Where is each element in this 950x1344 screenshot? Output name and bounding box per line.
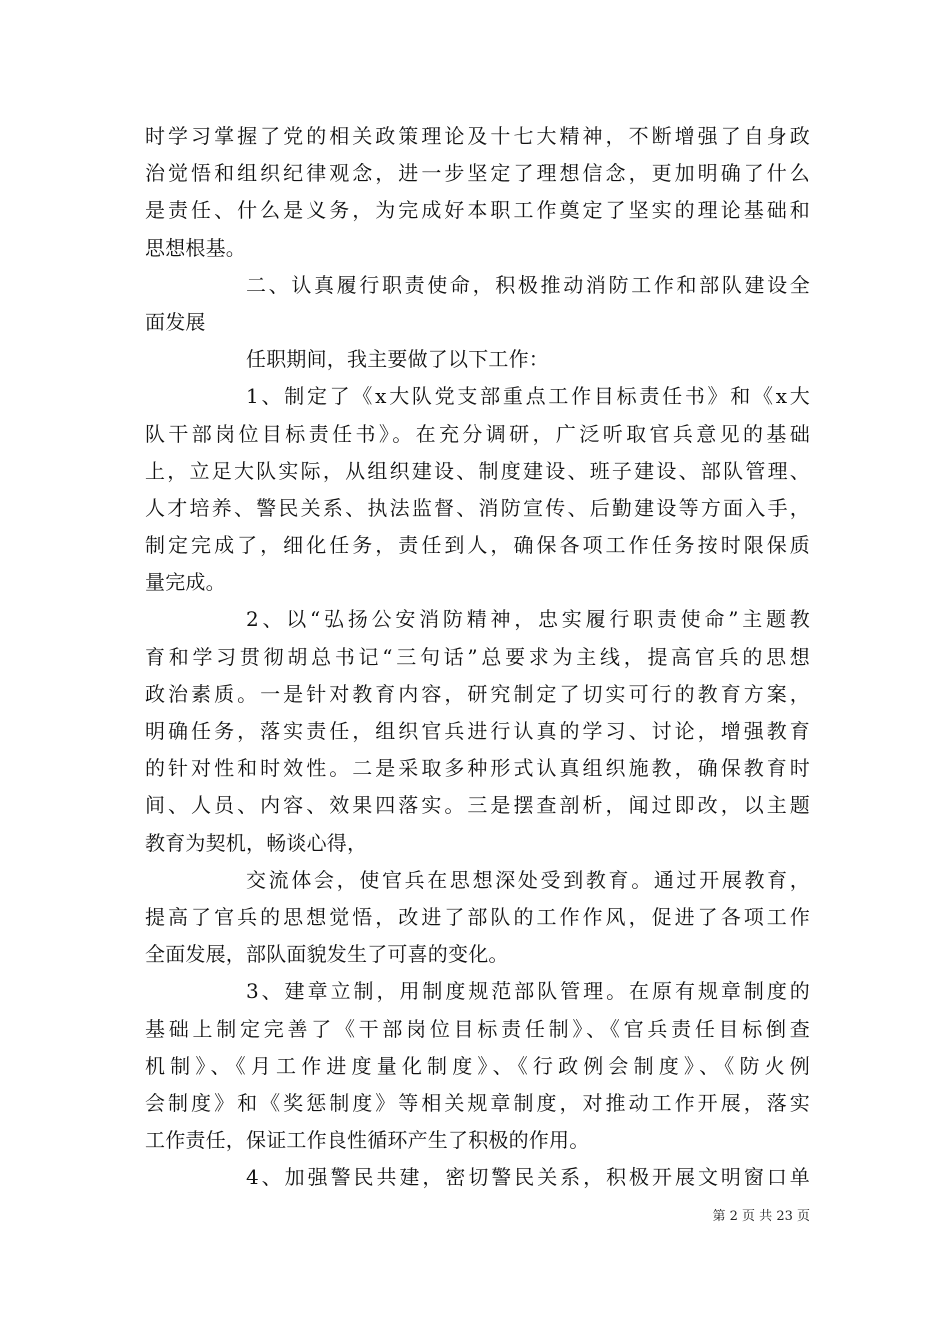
text-line: 治觉悟和组织纪律观念，进一步坚定了理想信念，更加明确了什么 [145, 161, 810, 186]
text-line: 的针对性和时效性。二是采取多种形式认真组织施教，确保教育时 [145, 756, 810, 781]
text-line: 二、认真履行职责使命，积极推动消防工作和部队建设全 [246, 272, 810, 297]
text-line: 量完成。 [145, 570, 226, 595]
text-line: 全面发展，部队面貌发生了可喜的变化。 [145, 942, 509, 967]
text-line: 机制》、《月工作进度量化制度》、《行政例会制度》、《防火例 [145, 1053, 810, 1078]
text-line: 2、以“弘扬公安消防精神，忠实履行职责使命”主题教 [246, 607, 810, 632]
text-line: 基础上制定完善了《干部岗位目标责任制》、《官兵责任目标倒查 [145, 1016, 810, 1041]
text-line: 教育为契机，畅谈心得， [145, 830, 368, 855]
text-line: 政治素质。一是针对教育内容，研究制定了切实可行的教育方案， [145, 681, 810, 706]
text-line: 育和学习贯彻胡总书记“三句话”总要求为主线，提高官兵的思想 [145, 644, 810, 669]
page-number-footer: 第 2 页 共 23 页 [712, 1209, 810, 1224]
text-line: 上，立足大队实际，从组织建设、制度建设、班子建设、部队管理、 [145, 458, 810, 483]
text-line: 人才培养、警民关系、执法监督、消防宣传、后勤建设等方面入手， [145, 495, 810, 520]
text-line: 工作责任，保证工作良性循环产生了积极的作用。 [145, 1128, 590, 1153]
text-line: 4、加强警民共建，密切警民关系，积极开展文明窗口单 [246, 1165, 810, 1190]
text-line: 思想根基。 [145, 235, 246, 260]
text-line: 是责任、什么是义务，为完成好本职工作奠定了坚实的理论基础和 [145, 198, 810, 223]
text-line: 3、建章立制，用制度规范部队管理。在原有规章制度的 [246, 979, 810, 1004]
text-line: 明确任务，落实责任，组织官兵进行认真的学习、讨论，增强教育 [145, 719, 810, 743]
text-line: 制定完成了，细化任务，责任到人，确保各项工作任务按时限保质 [145, 533, 810, 558]
text-line: 1、制定了《x大队党支部重点工作目标责任书》和《x大 [246, 384, 810, 409]
document-body [145, 118, 810, 1196]
text-line: 会制度》和《奖惩制度》等相关规章制度，对推动工作开展，落实 [145, 1090, 810, 1115]
text-line: 队干部岗位目标责任书》。在充分调研，广泛听取官兵意见的基础 [145, 421, 810, 446]
text-line: 时学习掌握了党的相关政策理论及十七大精神，不断增强了自身政 [145, 124, 810, 148]
text-line: 提高了官兵的思想觉悟，改进了部队的工作作风，促进了各项工作 [145, 904, 810, 929]
text-line: 面发展 [145, 309, 206, 334]
text-line: 间、人员、内容、效果四落实。三是摆查剖析，闻过即改，以主题 [145, 793, 810, 818]
text-line: 交流体会，使官兵在思想深处受到教育。通过开展教育， [246, 867, 810, 892]
text-line: 任职期间，我主要做了以下工作： [246, 347, 549, 372]
